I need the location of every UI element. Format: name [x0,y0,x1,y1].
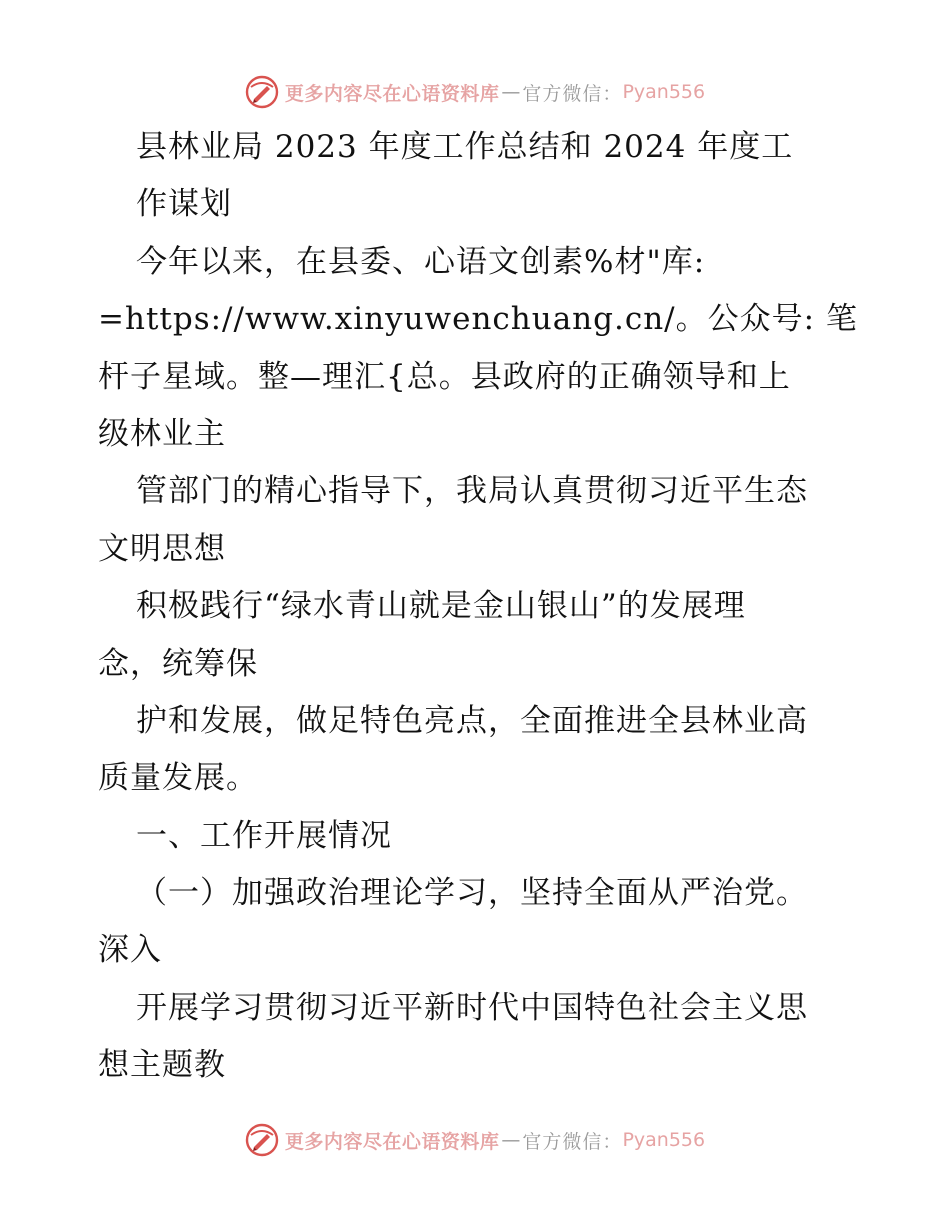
watermark-text: 更多内容尽在心语资料库 [284,1130,500,1153]
document-title-line-2: 作谋划 [136,186,232,223]
paragraph-line: 级林业主 [98,415,226,452]
watermark-text: 更多内容尽在心语资料库 [284,82,500,105]
footer-watermark [0,1120,950,1160]
wechat-id: Pyan556 [622,1129,706,1151]
pen-logo-icon [245,1123,279,1157]
section-heading: 一、工作开展情况 [136,817,392,854]
paragraph-line: 杆子星域。整—理汇{总。县政府的正确领导和上 [98,358,791,395]
document-body [98,119,858,1095]
watermark-dash: — [501,81,521,103]
document-title-line-1: 县林业局 2023 年度工作总结和 2024 年度工 [136,129,794,165]
wechat-label: 官方微信： [522,1130,623,1153]
wechat-label: 官方微信： [522,82,623,105]
paragraph-line: 质量发展。 [98,760,258,797]
pen-logo-icon [245,75,279,109]
paragraph-line: 管部门的精心指导下，我局认真贯彻习近平生态 [136,473,808,510]
paragraph-line: 今年以来，在县委、心语文创素%材"库: [136,243,706,280]
wechat-id: Pyan556 [622,81,706,103]
paragraph-line: 开展学习贯彻习近平新时代中国特色社会主义思 [136,989,808,1026]
paragraph-line: 护和发展，做足特色亮点，全面推进全县林业高 [136,702,808,739]
paragraph-line: 深入 [98,932,162,969]
subsection-heading: （一）加强政治理论学习，坚持全面从严治党。 [136,875,808,912]
paragraph-line: 文明思想 [98,530,226,567]
paragraph-line: 念，统筹保 [98,645,258,682]
paragraph-line: 积极践行“绿水青山就是金山银山”的发展理 [136,588,746,625]
header-watermark [0,72,950,112]
paragraph-line: 想主题教 [98,1047,226,1084]
watermark-dash: — [501,1129,521,1151]
paragraph-line: =https://www.xinyuwenchuang.cn/。公众号: 笔 [98,301,858,338]
